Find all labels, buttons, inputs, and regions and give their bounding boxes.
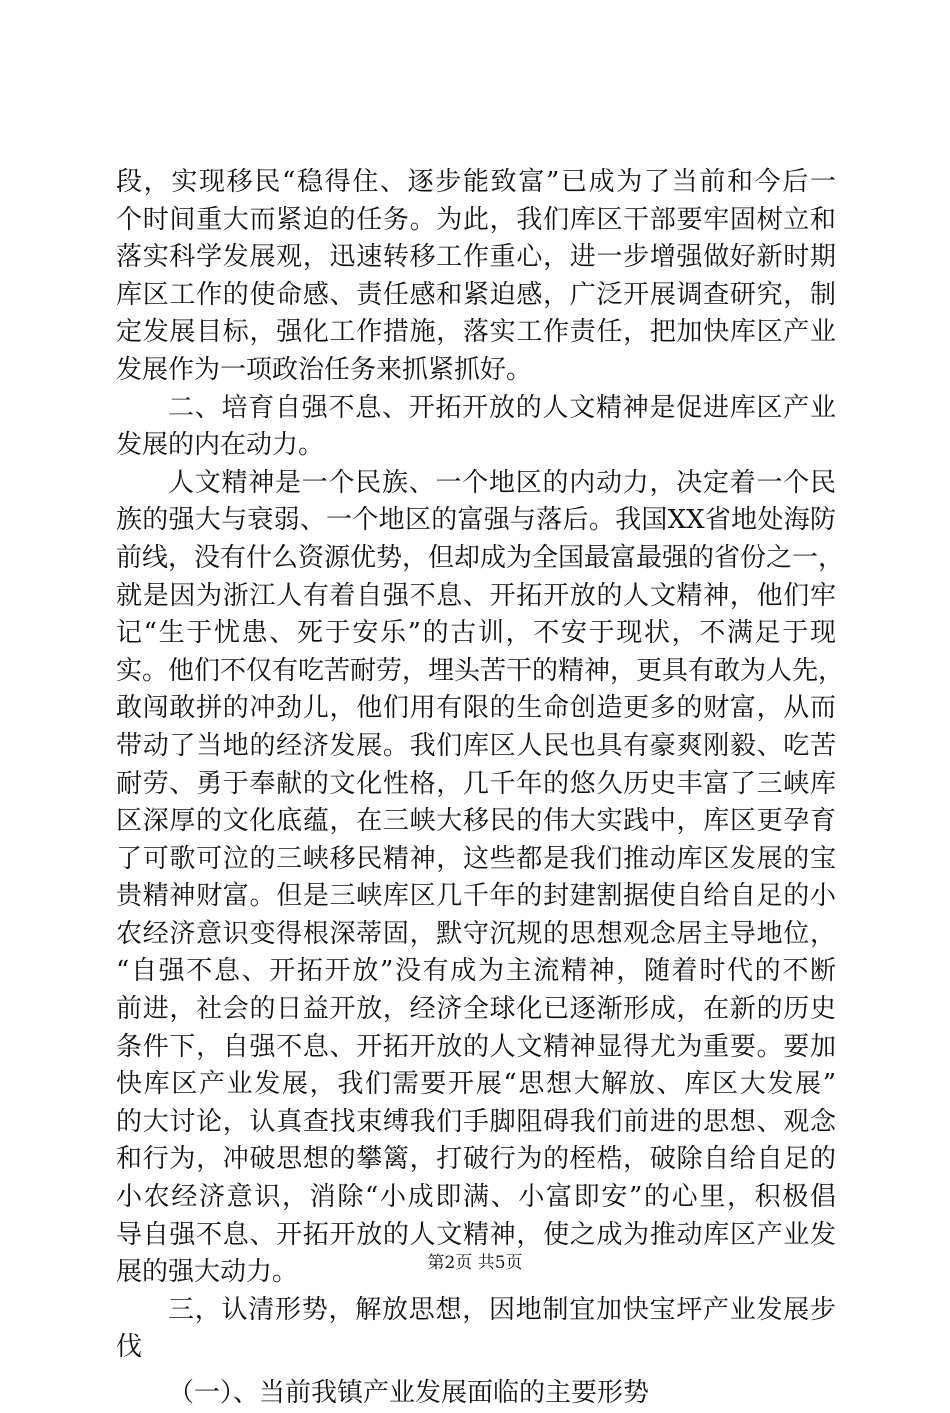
- text-line: 贵精神财富。但是三峡库区几千年的封建割据使自给自足的小: [116, 881, 836, 912]
- section-heading-2-cont: 发展的内在动力。: [116, 430, 325, 461]
- text-line: 定发展目标，强化工作措施，落实工作责任，把加快库区产业: [116, 317, 836, 348]
- text-line: 条件下，自强不息、开拓开放的人文精神显得尤为重要。要加: [116, 1031, 836, 1062]
- text-line: 族的强大与衰弱、一个地区的富强与落后。我国XX省地处海防: [116, 505, 836, 536]
- text-line: 发展作为一项政治任务来抓紧抓好。: [116, 354, 533, 385]
- text-line: “自强不息、开拓开放”没有成为主流精神，随着时代的不断: [116, 956, 836, 987]
- text-line: 实。他们不仅有吃苦耐劳，埋头苦干的精神，更具有敢为人先，: [116, 655, 845, 686]
- text-line: 落实科学发展观，迅速转移工作重心，进一步增强做好新时期: [116, 242, 836, 273]
- text-line: 展的强大动力。: [116, 1257, 299, 1288]
- text-line: 段，实现移民“稳得住、逐步能致富”已成为了当前和今后一: [116, 167, 836, 197]
- text-line: 快库区产业发展，我们需要开展“思想大解放、库区大发展”: [116, 1069, 836, 1100]
- section-heading-2: 二、培育自强不息、开拓开放的人文精神是促进库区产业: [168, 392, 836, 423]
- text-line: 的大讨论，认真查找束缚我们手脚阻碍我们前进的思想、观念: [116, 1106, 836, 1137]
- text-line: 耐劳、勇于奉献的文化性格，几千年的悠久历史丰富了三峡库: [116, 768, 836, 799]
- text-line: 前线，没有什么资源优势，但却成为全国最富最强的省份之一，: [116, 542, 845, 573]
- text-line: 个时间重大而紧迫的任务。为此，我们库区干部要牢固树立和: [116, 204, 836, 235]
- text-line: 和行为，冲破思想的攀篱，打破行为的桎梏，破除自给自足的: [116, 1144, 836, 1175]
- text-line: 区深厚的文化底蕴，在三峡大移民的伟大实践中，库区更孕育: [116, 806, 836, 837]
- section-heading-3-cont: 伐: [116, 1332, 143, 1363]
- section-heading-3: 三，认清形势，解放思想，因地制宜加快宝坪产业发展步: [168, 1294, 836, 1325]
- text-line: 带动了当地的经济发展。我们库区人民也具有豪爽刚毅、吃苦: [116, 730, 836, 761]
- document-body: [116, 164, 845, 1413]
- page-number-footer: 第2页 共5页: [427, 1253, 523, 1273]
- text-line: 前进，社会的日益开放，经济全球化已逐渐形成，在新的历史: [116, 994, 836, 1025]
- text-line: 农经济意识变得根深蒂固，默守沉规的思想观念居主导地位，: [116, 918, 836, 949]
- text-line: 小农经济意识，消除“小成即满、小富即安”的心里，积极倡: [116, 1182, 836, 1213]
- text-line: 记“生于忧患、死于安乐”的古训，不安于现状，不满足于现: [116, 618, 836, 649]
- text-line: 库区工作的使命感、责任感和紧迫感，广泛开展调查研究，制: [116, 279, 836, 310]
- subsection-heading-1: （一）、当前我镇产业发展面临的主要形势: [168, 1378, 650, 1408]
- paragraph-start: 人文精神是一个民族、一个地区的内动力，决定着一个民: [168, 467, 836, 498]
- text-line: 敢闯敢拼的冲劲儿，他们用有限的生命创造更多的财富，从而: [116, 693, 836, 724]
- text-line: 就是因为浙江人有着自强不息、开拓开放的人文精神，他们牢: [116, 580, 836, 611]
- text-line: 了可歌可泣的三峡移民精神，这些都是我们推动库区发展的宝: [116, 843, 836, 874]
- text-line: 导自强不息、开拓开放的人文精神，使之成为推动库区产业发: [116, 1219, 836, 1250]
